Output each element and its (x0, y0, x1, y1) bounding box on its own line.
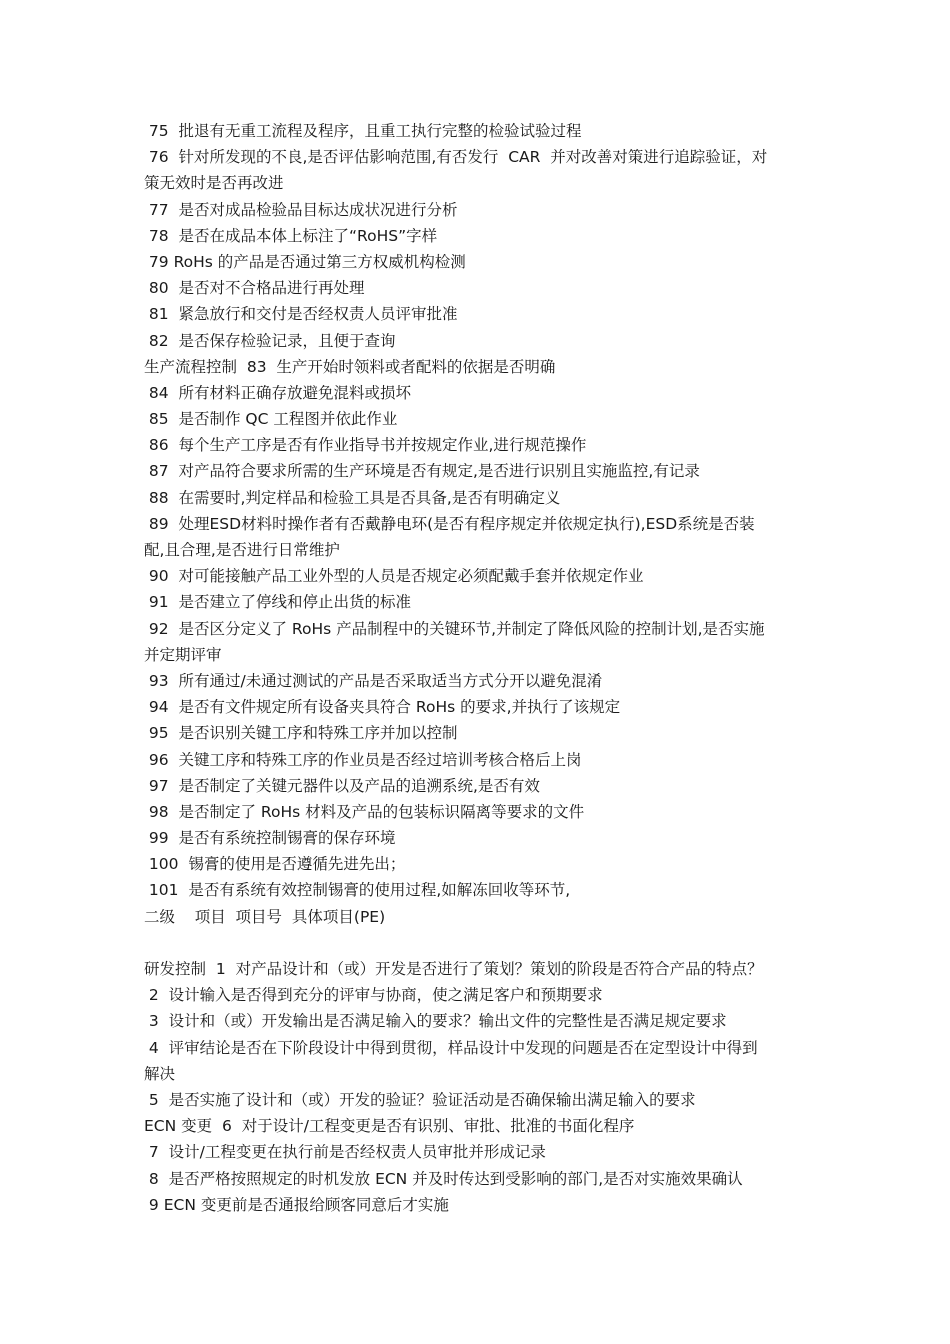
text-line: 策无效时是否再改进 (144, 174, 284, 193)
text-line: 90 对可能接触产品工业外型的人员是否规定必须配戴手套并依规定作业 (144, 567, 644, 586)
text-line: 二级 项目 项目号 具体项目(PE) (144, 907, 386, 926)
text-line: 91 是否建立了停线和停止出货的标准 (144, 593, 412, 612)
text-line: 2 设计输入是否得到充分的评审与协商，使之满足客户和预期要求 (144, 986, 603, 1005)
text-line: 8 是否严格按照规定的时机发放 ECN 并及时传达到受影响的部门,是否对实施效果确认 (144, 1169, 743, 1188)
text-line: 93 所有通过/未通过测试的产品是否采取适当方式分开以避免混淆 (144, 671, 603, 690)
text-line: 97 是否制定了关键元器件以及产品的追溯系统,是否有效 (144, 776, 540, 795)
text-line: 并定期评审 (144, 645, 222, 664)
text-line: 78 是否在成品本体上标注了“RoHS”字样 (144, 226, 438, 245)
text-line: 80 是否对不合格品进行再处理 (144, 279, 365, 298)
blank-line (144, 930, 814, 956)
text-line: 101 是否有系统有效控制锡膏的使用过程,如解冻回收等环节, (144, 881, 571, 900)
text-line: 95 是否识别关键工序和特殊工序并加以控制 (144, 724, 458, 743)
text-line: 77 是否对成品检验品目标达成状况进行分析 (144, 200, 458, 219)
text-line: 4 评审结论是否在下阶段设计中得到贯彻，样品设计中发现的问题是否在定型设计中得到 (144, 1038, 758, 1057)
text-line: 81 紧急放行和交付是否经权责人员评审批准 (144, 305, 458, 324)
text-line: 96 关键工序和特殊工序的作业员是否经过培训考核合格后上岗 (144, 750, 582, 769)
text-line: 79 RoHs 的产品是否通过第三方权威机构检测 (144, 252, 466, 271)
text-line: 生产流程控制 83 生产开始时领料或者配料的依据是否明确 (144, 357, 556, 376)
text-line: 86 每个生产工序是否有作业指导书并按规定作业,进行规范操作 (144, 436, 587, 455)
text-line: 98 是否制定了 RoHs 材料及产品的包装标识隔离等要求的文件 (144, 802, 585, 821)
text-line: 89 处理ESD材料时操作者有否戴静电环(是否有程序规定并依规定执行),ESD系统是否装 (144, 514, 755, 533)
text-line: 7 设计/工程变更在执行前是否经权责人员审批并形成记录 (144, 1143, 546, 1162)
text-line: 研发控制 1 对产品设计和（或）开发是否进行了策划？策划的阶段是否符合产品的特点？ (144, 960, 763, 978)
text-line: 配,且合理,是否进行日常维护 (144, 541, 340, 559)
document-body (144, 118, 814, 1218)
text-line: 5 是否实施了设计和（或）开发的验证？验证活动是否确保输出满足输入的要求 (144, 1090, 696, 1109)
text-line: 88 在需要时,判定样品和检验工具是否具备,是否有明确定义 (144, 488, 561, 507)
text-line: 100 锡膏的使用是否遵循先进先出； (144, 855, 406, 874)
text-line: 9 ECN 变更前是否通报给顾客同意后才实施 (144, 1195, 449, 1214)
text-line: 94 是否有文件规定所有设备夹具符合 RoHs 的要求,并执行了该规定 (144, 698, 621, 717)
text-line: 82 是否保存检验记录，且便于查询 (144, 331, 396, 350)
text-line: 92 是否区分定义了 RoHs 产品制程中的关键环节,并制定了降低风险的控制计划,是否实施 (144, 619, 765, 638)
text-line: 87 对产品符合要求所需的生产环境是否有规定,是否进行识别且实施监控,有记录 (144, 462, 700, 481)
text-line: 75 批退有无重工流程及程序，且重工执行完整的检验试验过程 (144, 122, 582, 140)
text-line: 85 是否制作 QC 工程图并依此作业 (144, 410, 398, 429)
text-line: 解决 (144, 1064, 176, 1083)
text-line: 3 设计和（或）开发输出是否满足输入的要求？输出文件的完整性是否满足规定要求 (144, 1012, 727, 1031)
text-line: 84 所有材料正确存放避免混料或损坏 (144, 383, 412, 402)
text-line: 99 是否有系统控制锡膏的保存环境 (144, 829, 396, 848)
text-line: 76 针对所发现的不良,是否评估影响范围,有否发行 CAR 并对改善对策进行追踪验证，对 (144, 148, 768, 167)
text-line: ECN 变更 6 对于设计/工程变更是否有识别、审批、批准的书面化程序 (144, 1117, 635, 1136)
